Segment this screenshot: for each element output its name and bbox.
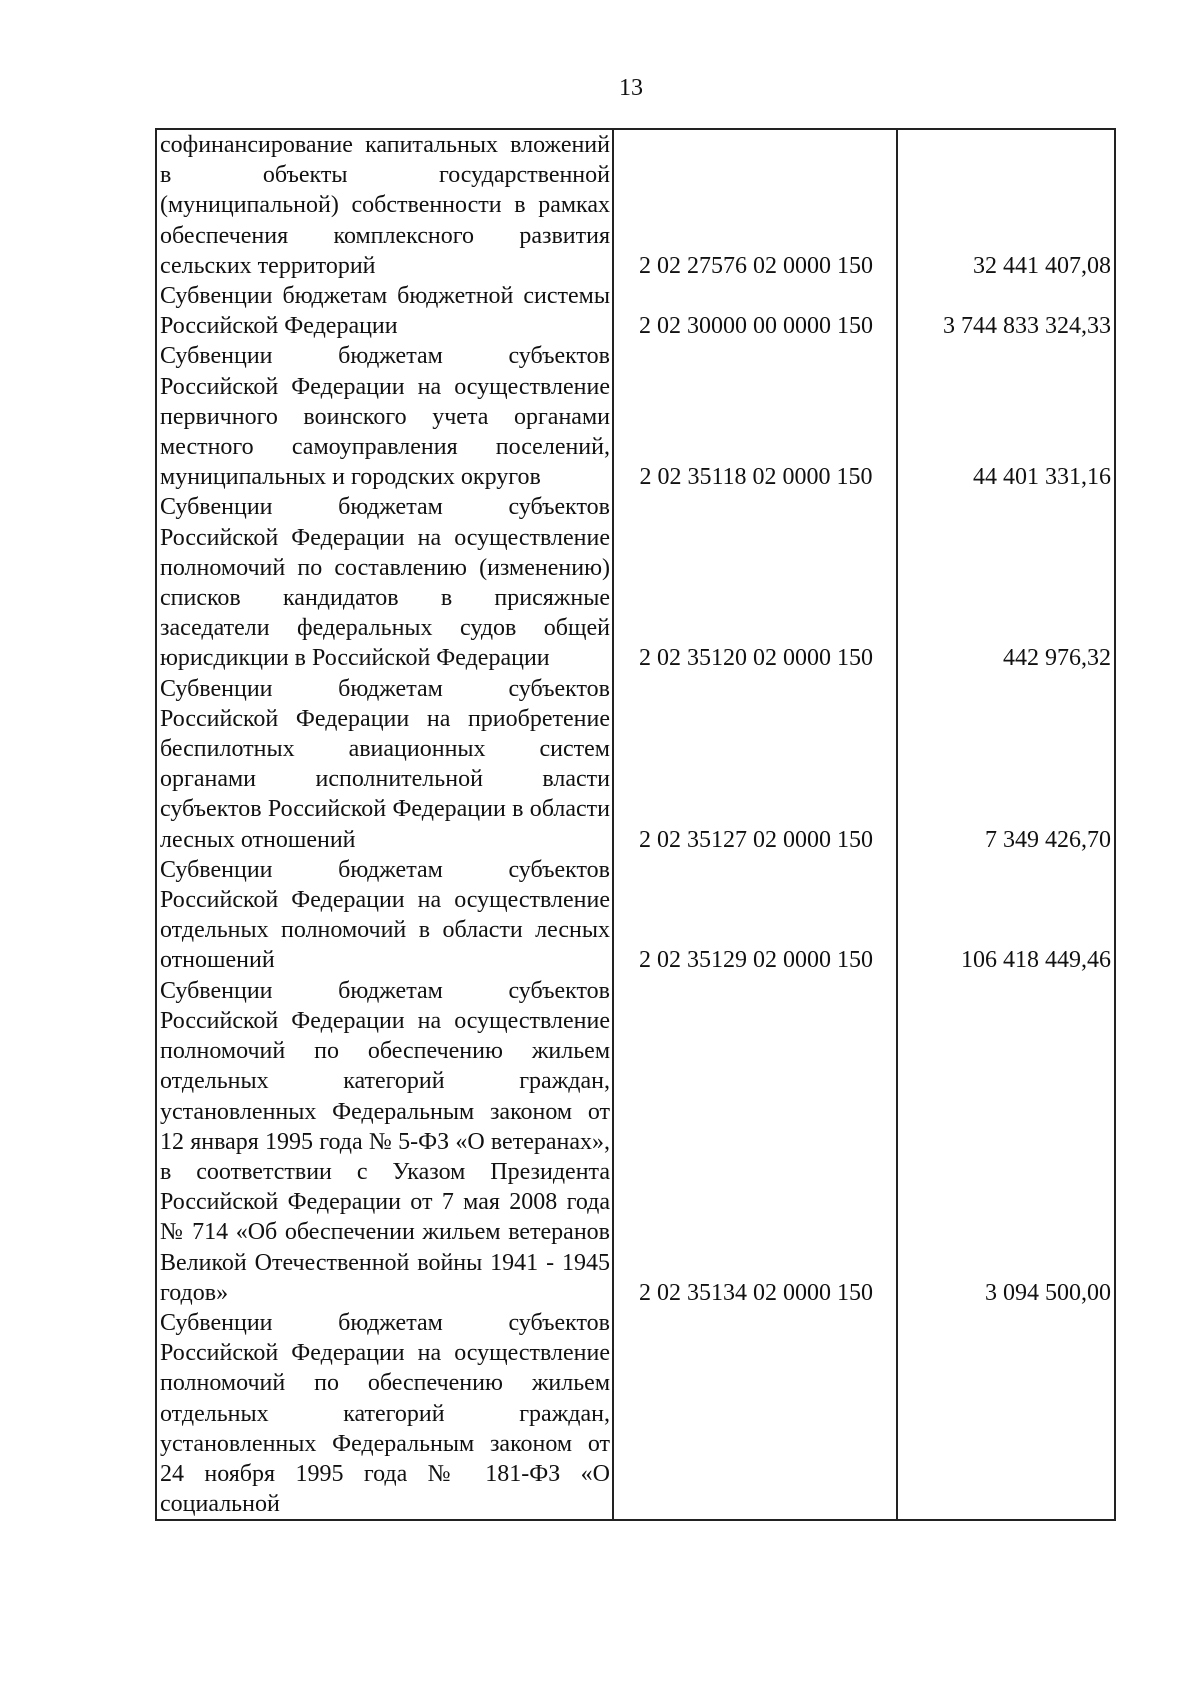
- table-row: [156, 855, 1115, 976]
- revenue-name: Субвенции бюджетам субъектов Российской Федерации на осуществление полномочий по обеспечению жильем отдельных категорий граждан, установленных Федеральным законом от 12 января 1995 года № 5-ФЗ «О ветеранах», в соответствии с Указом Президента Российской Федерации от 7 мая 2008 года № 714 «Об обеспечении жильем ветеранов Великой Отечественной войны 1941 - 1945 годов»: [156, 976, 613, 1308]
- page-number: 13: [619, 75, 643, 101]
- table-row: [156, 492, 1115, 673]
- amount: [897, 1308, 1115, 1520]
- amount: 7 349 426,70: [897, 674, 1115, 855]
- table-row: [156, 129, 1115, 281]
- budget-code: [613, 1308, 897, 1520]
- revenue-name: Субвенции бюджетам субъектов Российской Федерации на осуществление первичного воинского учета органами местного самоуправления поселений, муниципальных и городских округов: [156, 341, 613, 492]
- budget-code: 2 02 35129 02 0000 150: [613, 855, 897, 976]
- revenue-name: Субвенции бюджетам бюджетной системы Российской Федерации: [156, 281, 613, 341]
- budget-code: 2 02 35118 02 0000 150: [613, 341, 897, 492]
- amount: 442 976,32: [897, 492, 1115, 673]
- budget-code: 2 02 35134 02 0000 150: [613, 976, 897, 1308]
- table-row: [156, 341, 1115, 492]
- amount: 3 744 833 324,33: [897, 281, 1115, 341]
- amount: 3 094 500,00: [897, 976, 1115, 1308]
- table-row: [156, 281, 1115, 341]
- budget-code: 2 02 27576 02 0000 150: [613, 129, 897, 281]
- revenue-name: Субвенции бюджетам субъектов Российской Федерации на осуществление отдельных полномочий в области лесных отношений: [156, 855, 613, 976]
- revenue-name: софинансирование капитальных вложений в объекты государственной (муниципальной) собственности в рамках обеспечения комплексного развития сельских территорий: [156, 129, 613, 281]
- budget-code: 2 02 35127 02 0000 150: [613, 674, 897, 855]
- budget-code: 2 02 30000 00 0000 150: [613, 281, 897, 341]
- amount: 106 418 449,46: [897, 855, 1115, 976]
- budget-code: 2 02 35120 02 0000 150: [613, 492, 897, 673]
- revenue-name: Субвенции бюджетам субъектов Российской Федерации на осуществление полномочий по обеспечению жильем отдельных категорий граждан, установленных Федеральным законом от 24 ноября 1995 года № 181-ФЗ «О социальной: [156, 1308, 613, 1520]
- table-row: [156, 1308, 1115, 1520]
- revenue-name: Субвенции бюджетам субъектов Российской Федерации на осуществление полномочий по составлению (изменению) списков кандидатов в присяжные заседатели федеральных судов общей юрисдикции в Российской Федерации: [156, 492, 613, 673]
- table-row: [156, 674, 1115, 855]
- amount: 32 441 407,08: [897, 129, 1115, 281]
- revenue-name: Субвенции бюджетам субъектов Российской Федерации на приобретение беспилотных авиационных систем органами исполнительной власти субъектов Российской Федерации в области лесных отношений: [156, 674, 613, 855]
- table-row: [156, 976, 1115, 1308]
- amount: 44 401 331,16: [897, 341, 1115, 492]
- revenue-table: [155, 128, 1116, 1521]
